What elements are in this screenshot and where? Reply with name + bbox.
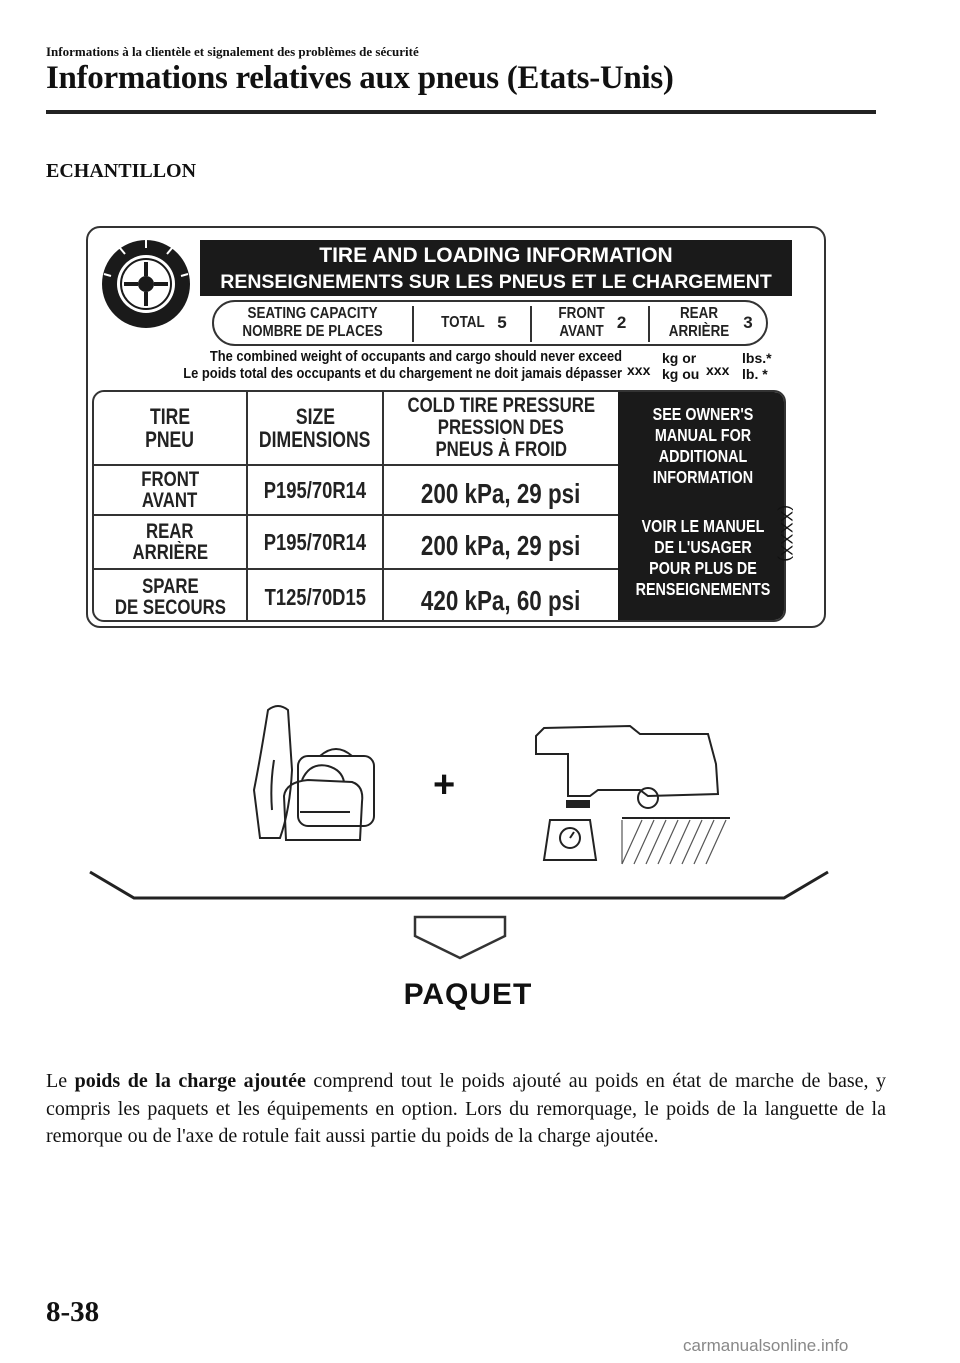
table-rule: [94, 514, 618, 516]
body-bold-term: poids de la charge ajoutée: [74, 1070, 306, 1092]
row-spare-pressure: 420 kPa, 60 psi: [421, 585, 581, 616]
weight-lb-placeholder: xxx: [706, 362, 730, 378]
row-rear-size: P195/70R14: [263, 528, 367, 555]
breadcrumb: Informations à la clientèle et signalement des problèmes de sécurité: [46, 44, 419, 59]
row-rear-en: REAR: [146, 520, 194, 543]
table-row-front-pressure: [384, 470, 618, 518]
page-title: Informations relatives aux pneus (Etats-Unis): [46, 60, 674, 96]
table-rule: [94, 568, 618, 570]
row-front-pressure: 200 kPa, 29 psi: [421, 478, 581, 509]
seating-front-fr: AVANT: [559, 323, 604, 340]
col-size-en: SIZE: [295, 404, 335, 429]
table-row-front-size: [248, 466, 382, 514]
kg-fr: kg ou: [662, 366, 700, 382]
panel-fr-line: DE L'USAGER: [654, 537, 752, 557]
row-spare-fr: DE SECOURS: [114, 596, 226, 619]
seating-total-value: 5: [497, 313, 507, 332]
weight-kg-unit: [662, 350, 699, 382]
body-prefix: Le: [46, 1070, 75, 1092]
tire-pressure-table: [92, 390, 786, 622]
row-front-size: P195/70R14: [263, 476, 367, 503]
watermark: carmanualsonline.info: [683, 1336, 849, 1355]
panel-fr-line: RENSEIGNEMENTS: [635, 579, 771, 599]
table-rule: [246, 392, 248, 622]
owners-manual-panel: [618, 392, 786, 622]
body-paragraph: [46, 1068, 886, 1151]
down-arrow-icon: [412, 914, 508, 962]
row-front-fr: AVANT: [142, 489, 198, 512]
title-rule: [46, 110, 876, 114]
table-row-spare-pressure: [384, 574, 618, 622]
table-row-front-name: [94, 466, 246, 514]
seating-capacity-label: [214, 302, 412, 344]
row-front-en: FRONT: [141, 468, 199, 491]
table-row-rear-size: [248, 516, 382, 568]
col-pressure-line2: PRESSION DES: [437, 416, 565, 439]
seating-front-value: 2: [616, 313, 627, 332]
seating-front-en: FRONT: [558, 305, 605, 322]
page-number: 8-38: [46, 1296, 100, 1328]
kg-en: kg or: [662, 350, 697, 366]
lbs-en: lbs.*: [742, 350, 772, 366]
seating-rear-value: 3: [743, 313, 753, 332]
weight-statement-fr: Le poids total des occupants et du chargement ne doit jamais dépasser: [183, 365, 622, 382]
seating-rear-en: REAR: [680, 305, 719, 322]
weight-statement: [92, 348, 622, 382]
seating-total-label: TOTAL: [441, 314, 486, 331]
luggage-icon: [250, 700, 390, 850]
tire-icon: [100, 238, 192, 330]
col-size-fr: DIMENSIONS: [259, 427, 371, 452]
seating-rear-fr: ARRIÈRE: [669, 323, 730, 340]
owners-manual-fr: [618, 516, 786, 600]
panel-en-line: INFORMATION: [652, 467, 754, 487]
col-pressure-line1: COLD TIRE PRESSURE: [407, 394, 595, 417]
label-header-en: TIRE AND LOADING INFORMATION: [319, 244, 673, 267]
body-rest: comprend tout le poids ajouté au poids en état de marche de base, y compris les paquets et les équipements en option. Lors du remorquage, le poids de la languette de la remorque ou de l'axe de rotule fait aussi partie du poids de la charge ajoutée.: [46, 1070, 887, 1147]
panel-en-line: MANUAL FOR: [654, 425, 752, 445]
table-rule: [94, 464, 618, 466]
row-spare-en: SPARE: [141, 575, 199, 598]
row-rear-pressure: 200 kPa, 29 psi: [421, 530, 581, 561]
weight-kg-placeholder: xxx: [627, 362, 651, 378]
panel-en-line: SEE OWNER'S: [652, 404, 754, 424]
col-tire-fr: PNEU: [145, 427, 195, 452]
lbs-fr: lb. *: [742, 366, 768, 382]
section-label: ECHANTILLON: [46, 160, 197, 182]
seating-rear: [650, 302, 766, 344]
weight-lb-unit: [742, 350, 772, 382]
row-rear-fr: ARRIÈRE: [132, 541, 208, 564]
weight-statement-en: The combined weight of occupants and cargo should never exceed: [209, 348, 622, 365]
seating-capacity-en: SEATING CAPACITY: [247, 305, 379, 322]
table-row-spare-name: [94, 570, 246, 622]
col-header-tire: [94, 392, 246, 464]
table-row-rear-pressure: [384, 520, 618, 572]
col-header-size: [248, 392, 382, 464]
label-header-fr: RENSEIGNEMENTS SUR LES PNEUS ET LE CHARGEMENT: [220, 271, 772, 293]
col-pressure-line3: PNEUS À FROID: [435, 438, 567, 461]
panel-en-line: ADDITIONAL: [658, 446, 748, 466]
bracket-line: [88, 868, 830, 904]
label-code: (XXXX): [777, 505, 796, 562]
panel-fr-line: VOIR LE MANUEL: [641, 516, 765, 536]
col-tire-en: TIRE: [149, 404, 191, 429]
panel-fr-line: POUR PLUS DE: [649, 558, 757, 578]
col-header-pressure: [384, 392, 618, 464]
label-header-bar: [200, 240, 792, 296]
seating-total: [414, 302, 530, 344]
seating-capacity-fr: NOMBRE DE PLACES: [242, 323, 384, 340]
table-row-spare-size: [248, 570, 382, 622]
owners-manual-en: [618, 404, 786, 488]
row-spare-size: T125/70D15: [264, 583, 366, 610]
table-rule: [382, 392, 384, 622]
illustration-caption: PAQUET: [403, 978, 533, 1011]
table-row-rear-name: [94, 516, 246, 568]
seating-front: [532, 302, 648, 344]
seating-capacity-pill: [212, 300, 768, 346]
trailer-scale-icon: [530, 724, 730, 870]
plus-sign: +: [433, 764, 456, 806]
